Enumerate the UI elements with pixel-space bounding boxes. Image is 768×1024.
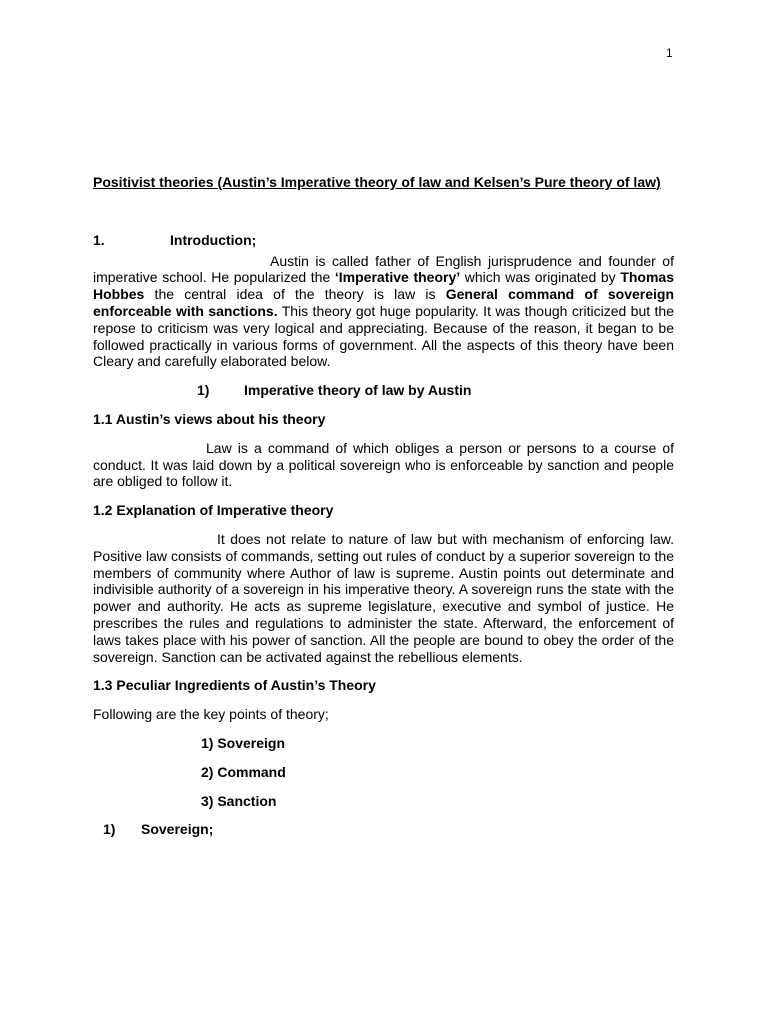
- intro-paragraph: [93, 253, 674, 371]
- key-point-sanction: 3) Sanction: [201, 792, 277, 809]
- sovereign-heading-label: Sovereign;: [141, 821, 214, 838]
- intro-heading: [93, 232, 674, 249]
- section-1-3-heading: 1.3 Peculiar Ingredients of Austin’s Theory: [93, 677, 376, 694]
- intro-heading-number: 1.: [93, 231, 105, 248]
- imperative-subheading: [197, 382, 674, 399]
- intro-text-3: the central idea of the theory is law is: [144, 286, 446, 303]
- subheading-number: 1): [197, 382, 210, 399]
- intro-heading-label: Introduction;: [170, 231, 257, 248]
- intro-bold-3: General command of sovereign enforceable with sanctions.: [93, 286, 674, 319]
- intro-text-1: Austin is called father of English jurisprudence and founder of imperative school. He popularized the: [93, 252, 674, 286]
- document-body: [93, 174, 674, 838]
- section-1-3-intro: Following are the key points of theory;: [93, 706, 329, 723]
- subheading-label: Imperative theory of law by Austin: [244, 382, 472, 399]
- sovereign-heading-number: 1): [103, 821, 116, 838]
- section-1-2-paragraph: It does not relate to nature of law but with mechanism of enforcing law. Positive law consists of commands, setting out rules of conduct by a superior sovereign to the members of community where Author of law is supreme. Austin points out determinate and indivisible authority of a sovereign in his imperative theory. A sovereign runs the state with the power and authority. He acts as supreme legislature, executive and symbol of justice. He prescribes the rules and regulations to administer the state. Afterward, the enforcement of laws takes place with his power of sanction. All the people are bound to obey the order of the sovereign. Sanction can be activated against the rebellious elements.: [93, 530, 674, 665]
- section-1-1-paragraph: Law is a command of which obliges a person or persons to a course of conduct. It was laid down by a political sovereign who is enforceable by sanction and people are obliged to follow it.: [93, 439, 674, 490]
- section-1-2-heading: 1.2 Explanation of Imperative theory: [93, 502, 334, 519]
- document-title: [93, 174, 674, 191]
- intro-text-4: This theory got huge popularity. It was though criticized but the repose to criticism was very logical and appreciating. Because of the reason, it began to be followed practically in various forms of government. All the aspects of this theory have been Cleary and carefully elaborated below.: [93, 302, 674, 370]
- section-1-1-heading: 1.1 Austin’s views about his theory: [93, 410, 326, 427]
- intro-bold-2: Thomas Hobbes: [93, 269, 674, 303]
- key-point-command: 2) Command: [201, 763, 286, 780]
- title-part-2: Kelsen’s Pure theory of law: [473, 174, 657, 190]
- title-part-1: Positivist theories (Austin’s Imperative theory of law and: [93, 174, 470, 190]
- key-point-sovereign: 1) Sovereign: [201, 734, 286, 751]
- page-number: 1: [666, 46, 673, 60]
- title-part-3: ): [656, 174, 661, 190]
- intro-text-2: which was originated by: [460, 269, 621, 286]
- sovereign-heading: [103, 821, 674, 838]
- intro-bold-1: ‘Imperative theory’: [334, 269, 461, 286]
